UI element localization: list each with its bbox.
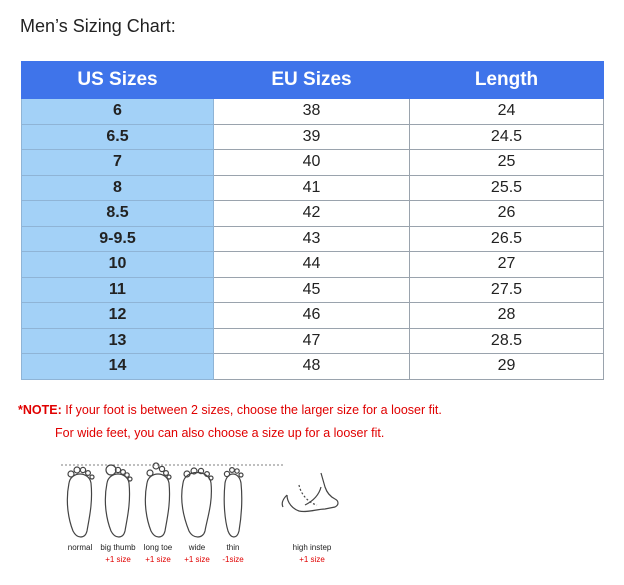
foot-big-thumb-icon [105, 465, 132, 537]
cell-eu-size: 44 [214, 252, 410, 278]
foot-label: long toe [143, 543, 173, 552]
cell-length: 27.5 [410, 277, 604, 303]
cell-eu-size: 40 [214, 150, 410, 176]
cell-us-size: 6 [22, 99, 214, 125]
foot-wide-icon [182, 468, 213, 537]
cell-eu-size: 41 [214, 175, 410, 201]
cell-eu-size: 45 [214, 277, 410, 303]
cell-length: 25 [410, 150, 604, 176]
foot-types-illustration [55, 455, 355, 575]
cell-length: 26 [410, 201, 604, 227]
foot-high-instep-icon [282, 473, 338, 512]
note-prefix: *NOTE: [18, 403, 62, 417]
cell-eu-size: 47 [214, 328, 410, 354]
table-row [22, 201, 604, 227]
table-row [22, 252, 604, 278]
cell-eu-size: 48 [214, 354, 410, 380]
cell-length: 28 [410, 303, 604, 329]
cell-length: 24 [410, 99, 604, 125]
cell-us-size: 8.5 [22, 201, 214, 227]
foot-drawings [55, 455, 355, 545]
table-row [22, 99, 604, 125]
foot-size-adjust: -1size [222, 555, 244, 564]
header-length: Length [410, 62, 604, 99]
table-row [22, 226, 604, 252]
header-eu-sizes: EU Sizes [214, 62, 410, 99]
header-us-sizes: US Sizes [22, 62, 214, 99]
foot-label: normal [67, 543, 93, 552]
table-row [22, 328, 604, 354]
foot-thin-icon [224, 468, 243, 537]
cell-us-size: 8 [22, 175, 214, 201]
page-title: Men’s Sizing Chart: [20, 16, 176, 36]
foot-size-adjust: +1 size [184, 555, 210, 564]
cell-eu-size: 39 [214, 124, 410, 150]
foot-long-toe-icon [145, 463, 171, 537]
cell-length: 25.5 [410, 175, 604, 201]
table-row [22, 175, 604, 201]
cell-us-size: 9-9.5 [22, 226, 214, 252]
cell-eu-size: 38 [214, 99, 410, 125]
foot-label: big thumb [100, 543, 136, 552]
foot-label: high instep [292, 543, 332, 552]
cell-us-size: 6.5 [22, 124, 214, 150]
size-table [21, 61, 604, 380]
cell-length: 28.5 [410, 328, 604, 354]
cell-length: 26.5 [410, 226, 604, 252]
table-row [22, 150, 604, 176]
cell-us-size: 11 [22, 277, 214, 303]
foot-label: wide [188, 543, 206, 552]
cell-eu-size: 42 [214, 201, 410, 227]
note-text-1: If your foot is between 2 sizes, choose the larger size for a looser fit. [61, 403, 442, 417]
table-row [22, 303, 604, 329]
table-row [22, 277, 604, 303]
cell-us-size: 14 [22, 354, 214, 380]
table-header-row [22, 62, 604, 99]
foot-size-adjust: +1 size [299, 555, 325, 564]
cell-us-size: 13 [22, 328, 214, 354]
cell-length: 29 [410, 354, 604, 380]
cell-eu-size: 43 [214, 226, 410, 252]
foot-size-adjust: +1 size [105, 555, 131, 564]
cell-us-size: 10 [22, 252, 214, 278]
cell-length: 24.5 [410, 124, 604, 150]
note-line-1 [18, 403, 442, 417]
note-line-2: For wide feet, you can also choose a size up for a looser fit. [55, 426, 385, 440]
table-row [22, 124, 604, 150]
foot-label: thin [226, 543, 240, 552]
cell-eu-size: 46 [214, 303, 410, 329]
cell-us-size: 12 [22, 303, 214, 329]
table-row [22, 354, 604, 380]
cell-length: 27 [410, 252, 604, 278]
foot-size-adjust: +1 size [145, 555, 171, 564]
foot-normal-icon [67, 467, 94, 537]
cell-us-size: 7 [22, 150, 214, 176]
